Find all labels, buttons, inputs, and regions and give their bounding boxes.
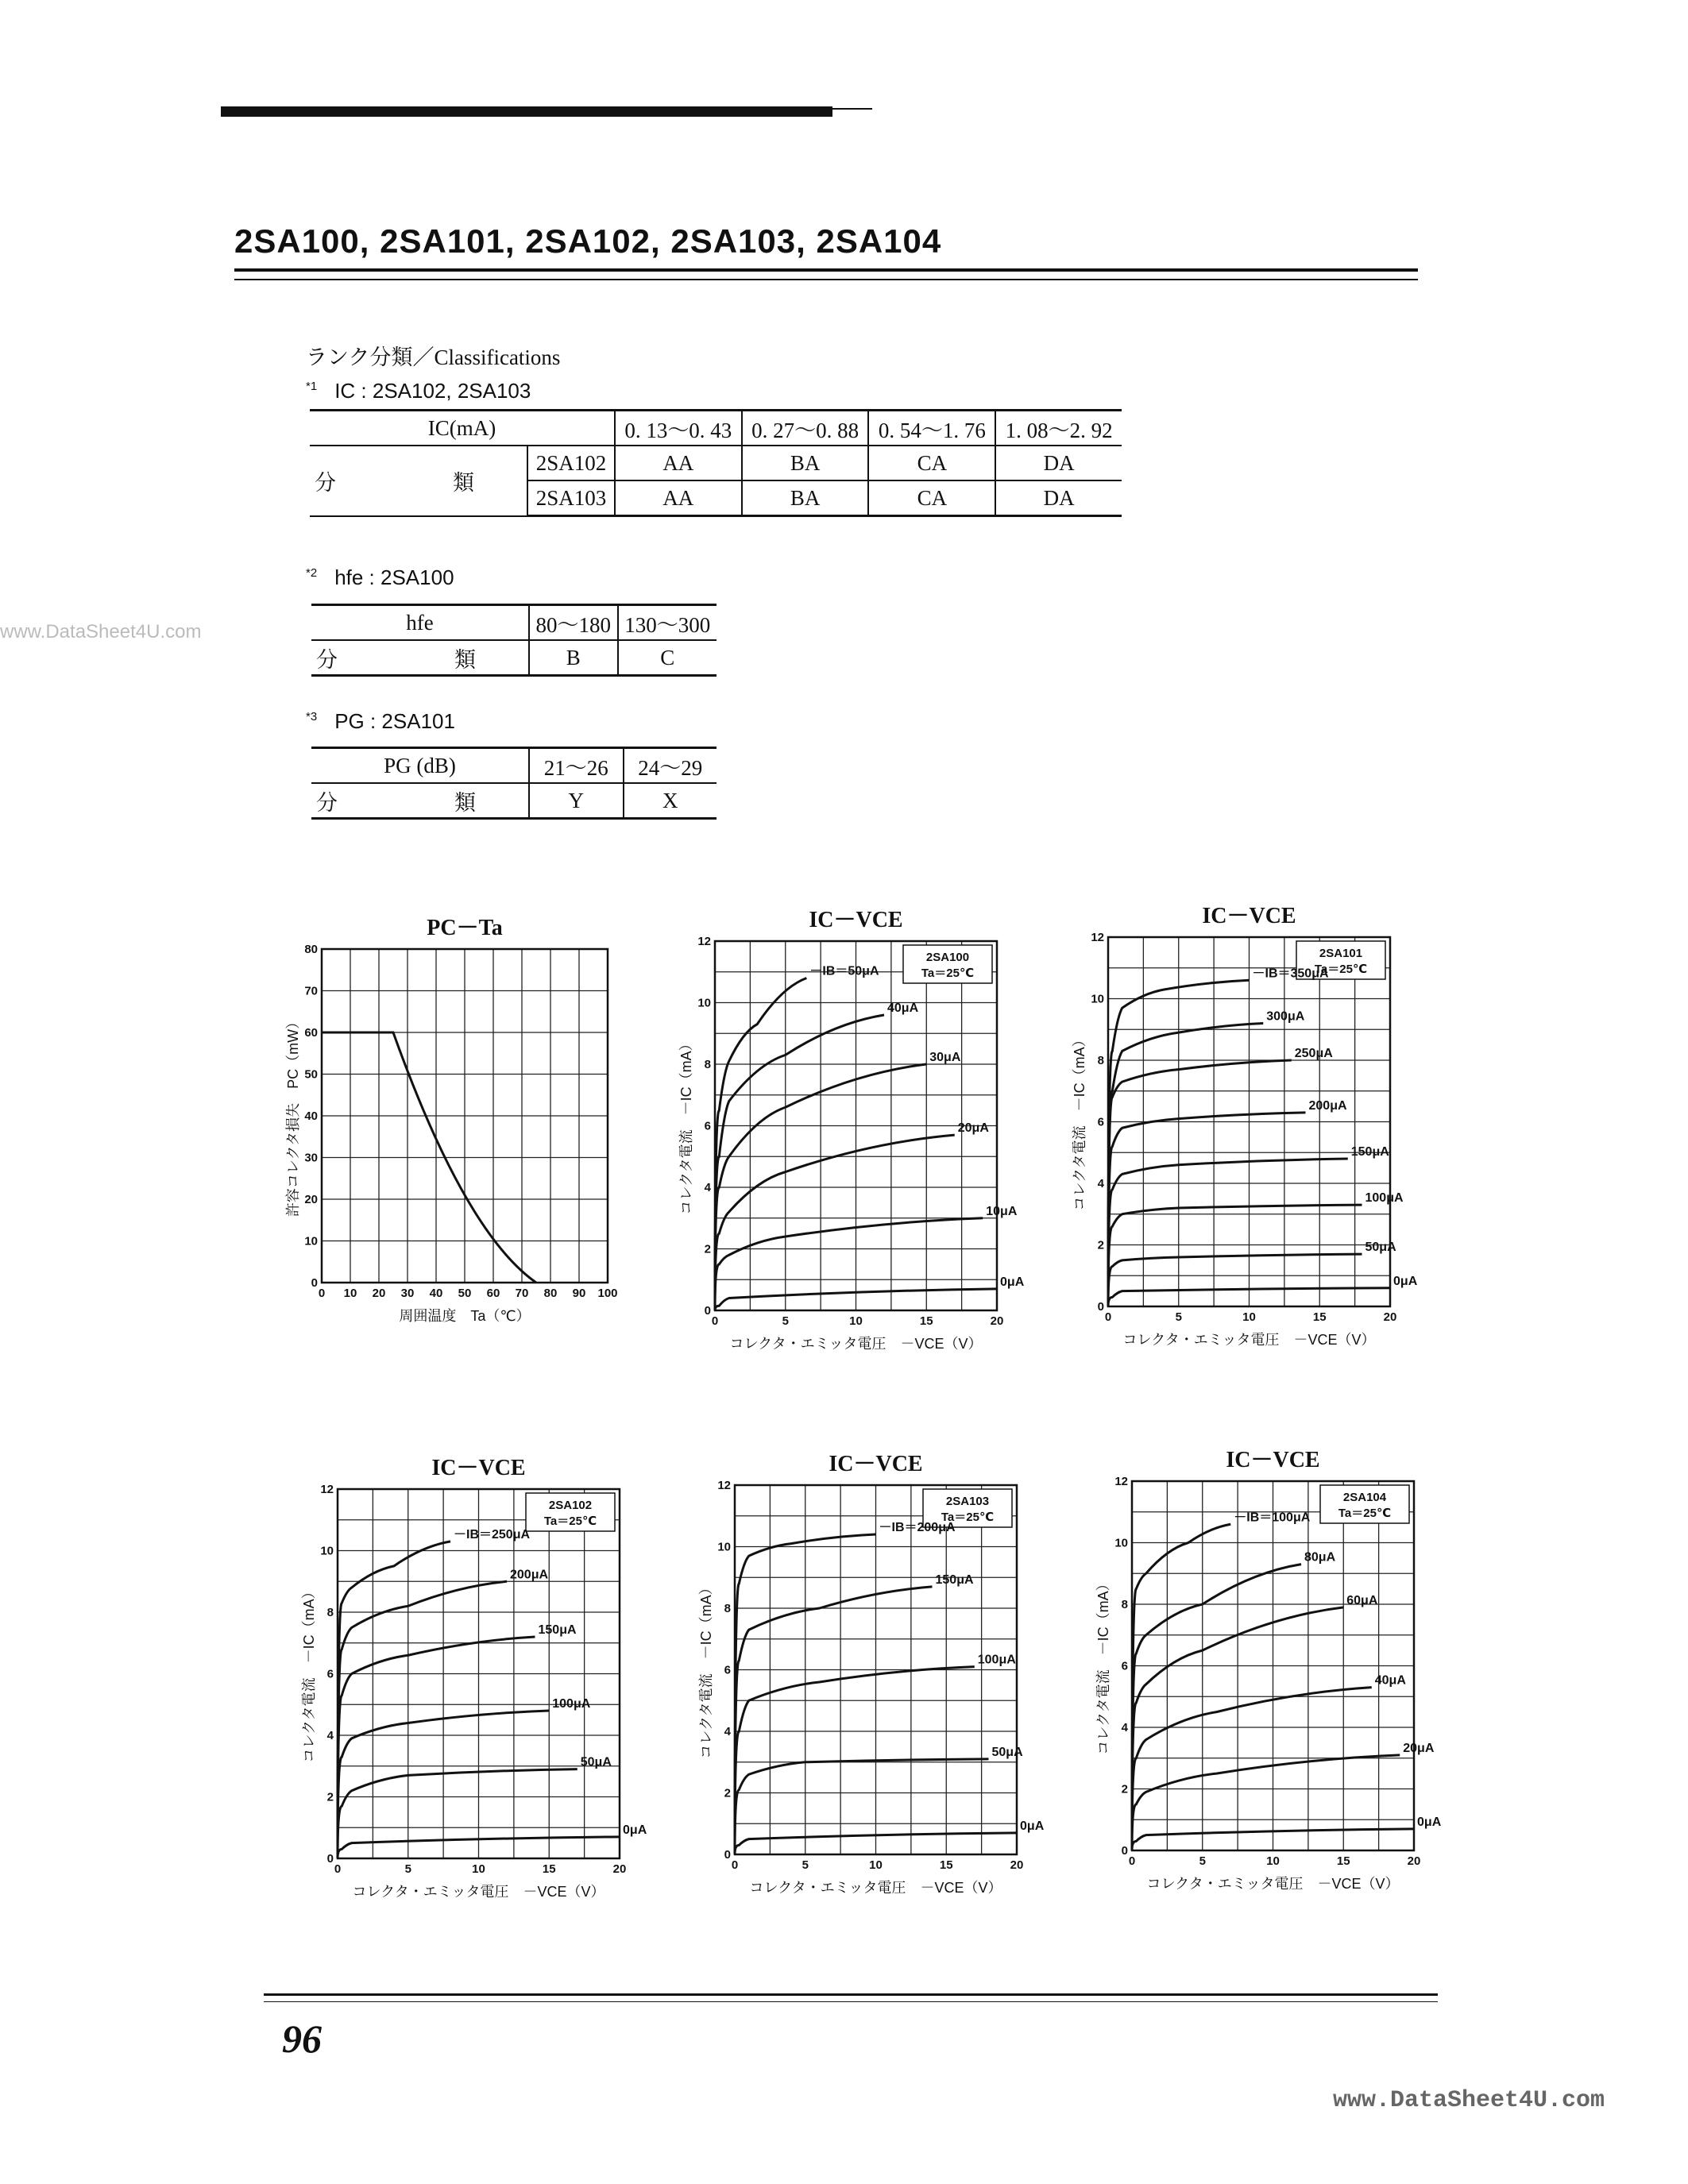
- x-tick-label: 20: [1407, 1854, 1421, 1868]
- series-label: 20μA: [1403, 1741, 1435, 1755]
- info-box-condition: Ta＝25℃: [543, 1515, 597, 1528]
- note-text: PG : 2SA101: [334, 709, 455, 733]
- y-tick-label: 6: [326, 1667, 334, 1681]
- y-tick-label: 2: [1097, 1238, 1104, 1252]
- series-label: 0μA: [1020, 1819, 1045, 1833]
- x-tick-label: 100: [597, 1287, 618, 1300]
- series-label: 50μA: [580, 1755, 612, 1769]
- chart-title: IC－VCE: [809, 908, 903, 932]
- x-tick-label: 80: [543, 1287, 558, 1300]
- series-label: 40μA: [887, 1001, 919, 1015]
- page-number: 96: [282, 2016, 322, 2061]
- table-cell: Y: [529, 783, 624, 819]
- x-tick-label: 20: [990, 1314, 1004, 1328]
- table-cell: CA: [868, 446, 995, 480]
- series-line: [715, 1015, 884, 1310]
- series-label: 20μA: [957, 1121, 989, 1136]
- ic-vce-2sa102-chart: [301, 1449, 647, 1926]
- y-tick-label: 40: [304, 1109, 318, 1123]
- series-label: 0μA: [623, 1823, 647, 1837]
- info-box-condition: Ta＝25℃: [921, 967, 975, 980]
- x-axis-label: コレクタ・エミッタ電圧 －VCE（V）: [749, 1880, 1002, 1896]
- note-text: hfe : 2SA100: [334, 565, 454, 589]
- series-line: [1108, 1254, 1362, 1306]
- y-tick-label: 0: [1097, 1300, 1104, 1314]
- y-tick-label: 10: [1091, 992, 1104, 1006]
- y-tick-label: 6: [704, 1119, 711, 1133]
- y-tick-label: 12: [1114, 1475, 1128, 1488]
- x-tick-label: 0: [334, 1862, 342, 1876]
- series-label: 250μA: [1294, 1047, 1333, 1060]
- y-tick-label: 0: [311, 1276, 318, 1290]
- x-tick-label: 15: [1336, 1854, 1350, 1868]
- pc-ta-chart: [286, 905, 628, 1374]
- x-tick-label: 0: [1104, 1310, 1112, 1324]
- y-tick-label: 50: [304, 1067, 318, 1082]
- header-top-rule: [221, 106, 832, 117]
- y-tick-label: 10: [717, 1540, 731, 1554]
- series-line: [735, 1759, 989, 1854]
- watermark-bottom: www.DataSheet4U.com: [1332, 2087, 1605, 2114]
- info-box-condition: Ta＝25℃: [1314, 963, 1368, 976]
- x-axis-label: コレクタ・エミッタ電圧 －VCE（V）: [1146, 1876, 1400, 1892]
- y-tick-label: 8: [704, 1058, 711, 1071]
- y-axis-label: コレクタ電流 －IC（mA）: [1072, 1032, 1087, 1211]
- x-tick-label: 0: [711, 1314, 719, 1328]
- x-tick-label: 15: [1312, 1310, 1327, 1324]
- x-tick-label: 0: [731, 1858, 739, 1872]
- chart-title: IC－VCE: [829, 1452, 923, 1476]
- footer-rule-thin: [264, 2001, 1438, 2002]
- table-cell: C: [618, 640, 717, 676]
- x-tick-label: 20: [1383, 1310, 1397, 1324]
- series-line: [338, 1769, 577, 1858]
- x-tick-label: 0: [1128, 1854, 1136, 1868]
- series-label: 150μA: [1350, 1145, 1389, 1159]
- y-tick-label: 30: [304, 1151, 318, 1165]
- series-label: 300μA: [1266, 1009, 1305, 1024]
- series-line: [715, 978, 806, 1311]
- range-cell: 130～300: [618, 605, 717, 641]
- note-marker: *1: [306, 380, 318, 394]
- table-cell: X: [624, 783, 717, 819]
- series-line: [1108, 1159, 1348, 1306]
- x-tick-label: 15: [919, 1314, 933, 1328]
- series-label: 10μA: [986, 1204, 1018, 1218]
- series-label: 100μA: [977, 1653, 1016, 1667]
- series-label: －IB＝200μA: [879, 1521, 956, 1534]
- info-box-model: 2SA100: [925, 951, 970, 964]
- range-cell: 0. 54～1. 76: [868, 411, 995, 446]
- ic-table-note: [306, 379, 531, 403]
- y-tick-label: 6: [1121, 1659, 1128, 1673]
- ic-vce-2sa103-chart: [698, 1445, 1045, 1922]
- table-cell: B: [529, 640, 618, 676]
- x-tick-label: 10: [869, 1858, 883, 1872]
- y-tick-label: 0: [724, 1848, 731, 1862]
- y-tick-label: 0: [704, 1304, 711, 1318]
- table-cell: CA: [868, 480, 995, 516]
- y-tick-label: 8: [326, 1606, 334, 1619]
- y-tick-label: 2: [326, 1790, 334, 1804]
- row-name: 2SA103: [527, 480, 615, 516]
- note-marker: *2: [306, 566, 318, 581]
- y-tick-label: 10: [304, 1234, 318, 1248]
- y-tick-label: 12: [717, 1479, 731, 1492]
- y-tick-label: 0: [1121, 1844, 1128, 1858]
- row-name: 2SA102: [527, 446, 615, 480]
- y-tick-label: 6: [724, 1663, 731, 1677]
- x-tick-label: 15: [542, 1862, 556, 1876]
- ic-classification-table: [310, 409, 1122, 517]
- x-tick-label: 30: [400, 1287, 415, 1300]
- y-tick-label: 4: [704, 1181, 711, 1194]
- info-box-condition: Ta＝25℃: [1338, 1507, 1392, 1520]
- x-tick-label: 20: [1010, 1858, 1024, 1872]
- x-tick-label: 15: [939, 1858, 953, 1872]
- series-label: －IB＝50μA: [809, 964, 879, 978]
- x-tick-label: 0: [318, 1287, 326, 1300]
- header-top-rule-thin: [832, 108, 872, 110]
- info-box-model: 2SA101: [1319, 947, 1363, 960]
- x-axis-label: コレクタ・エミッタ電圧 －VCE（V）: [729, 1336, 983, 1352]
- x-tick-label: 10: [1266, 1854, 1280, 1868]
- series-label: －IB＝100μA: [1234, 1511, 1311, 1525]
- series-label: 0μA: [1000, 1275, 1025, 1289]
- x-tick-label: 5: [1175, 1310, 1182, 1324]
- x-tick-label: 10: [472, 1862, 485, 1876]
- x-tick-label: 10: [343, 1287, 357, 1300]
- y-tick-label: 2: [724, 1786, 731, 1800]
- y-tick-label: 4: [724, 1725, 731, 1738]
- table-header-label: hfe: [311, 605, 529, 641]
- series-label: 30μA: [929, 1051, 961, 1064]
- series-label: 50μA: [1365, 1241, 1396, 1255]
- y-tick-label: 12: [1091, 931, 1104, 944]
- series-label: 50μA: [991, 1745, 1023, 1759]
- x-tick-label: 5: [802, 1858, 809, 1872]
- series-line: [338, 1637, 535, 1858]
- classifications-heading: ランク分類／Classifications: [306, 345, 561, 369]
- chart-title: PC－Ta: [427, 916, 503, 940]
- range-cell: 0. 13～0. 43: [615, 411, 742, 446]
- y-tick-label: 8: [1097, 1054, 1104, 1067]
- table-cell: BA: [742, 480, 869, 516]
- footer-rule: [264, 1993, 1438, 1996]
- x-tick-label: 50: [458, 1287, 472, 1300]
- series-label: 100μA: [552, 1697, 591, 1711]
- x-tick-label: 20: [612, 1862, 627, 1876]
- ic-vce-2sa100-chart: [678, 901, 1025, 1378]
- series-label: 200μA: [1308, 1098, 1347, 1113]
- info-box-model: 2SA104: [1342, 1491, 1387, 1504]
- pg-classification-table: [311, 747, 717, 820]
- series-line: [1132, 1755, 1400, 1850]
- group-label: 分 類: [311, 783, 529, 819]
- y-tick-label: 0: [326, 1852, 334, 1866]
- x-tick-label: 10: [849, 1314, 863, 1328]
- x-axis-label: コレクタ・エミッタ電圧 －VCE（V）: [352, 1884, 605, 1900]
- chart-title: IC－VCE: [1202, 904, 1296, 928]
- x-tick-label: 90: [572, 1287, 586, 1300]
- series-label: 40μA: [1374, 1673, 1406, 1688]
- table-header-label: IC(mA): [310, 411, 615, 446]
- table-cell: BA: [742, 446, 869, 480]
- y-tick-label: 80: [304, 943, 318, 956]
- series-label: 60μA: [1346, 1593, 1378, 1607]
- table-cell: AA: [615, 446, 742, 480]
- x-tick-label: 20: [372, 1287, 386, 1300]
- range-cell: 1. 08～2. 92: [995, 411, 1122, 446]
- y-tick-label: 20: [304, 1193, 318, 1206]
- x-tick-label: 40: [429, 1287, 443, 1300]
- y-tick-label: 10: [320, 1544, 334, 1558]
- x-tick-label: 10: [1242, 1310, 1256, 1324]
- ic-vce-2sa104-chart: [1095, 1441, 1442, 1918]
- y-tick-label: 4: [326, 1729, 334, 1742]
- series-line: [338, 1542, 450, 1858]
- group-label: 分 類: [311, 640, 529, 676]
- y-tick-label: 4: [1121, 1721, 1128, 1734]
- info-box-condition: Ta＝25℃: [941, 1511, 995, 1524]
- group-label: 分 類: [310, 446, 527, 516]
- note-text: IC : 2SA102, 2SA103: [334, 379, 531, 403]
- series-label: 80μA: [1304, 1550, 1336, 1565]
- y-tick-label: 12: [697, 935, 711, 948]
- series-label: 200μA: [510, 1568, 549, 1582]
- x-tick-label: 5: [782, 1314, 789, 1328]
- series-label: 0μA: [1393, 1274, 1418, 1288]
- x-axis-label: コレクタ・エミッタ電圧 －VCE（V）: [1122, 1332, 1376, 1348]
- series-line: [1132, 1565, 1301, 1850]
- title-underline-thin: [234, 279, 1418, 280]
- y-axis-label: コレクタ電流 －IC（mA）: [698, 1580, 714, 1759]
- y-tick-label: 12: [320, 1483, 334, 1496]
- table-header-label: PG (dB): [311, 748, 529, 784]
- range-cell: 21～26: [529, 748, 624, 784]
- hfe-table-note: [306, 565, 454, 590]
- series-label: －IB＝250μA: [454, 1527, 531, 1542]
- y-axis-label: コレクタ電流 －IC（mA）: [1095, 1576, 1111, 1755]
- y-tick-label: 8: [1121, 1598, 1128, 1611]
- x-tick-label: 5: [404, 1862, 411, 1876]
- hfe-classification-table: [311, 604, 717, 677]
- y-axis-label: コレクタ電流 －IC（mA）: [678, 1036, 694, 1215]
- x-tick-label: 5: [1199, 1854, 1206, 1868]
- note-marker: *3: [306, 710, 318, 724]
- info-box-model: 2SA102: [548, 1499, 593, 1512]
- x-tick-label: 70: [515, 1287, 529, 1300]
- series-label: 150μA: [538, 1623, 577, 1637]
- x-axis-label: 周囲温度 Ta（℃）: [399, 1308, 531, 1324]
- y-tick-label: 2: [704, 1242, 711, 1256]
- series-label: 150μA: [935, 1572, 974, 1587]
- table-cell: AA: [615, 480, 742, 516]
- x-tick-label: 60: [486, 1287, 500, 1300]
- range-cell: 0. 27～0. 88: [742, 411, 869, 446]
- y-axis-label: コレクタ電流 －IC（mA）: [301, 1584, 317, 1763]
- y-tick-label: 70: [304, 984, 318, 998]
- y-tick-label: 6: [1097, 1115, 1104, 1129]
- y-tick-label: 4: [1097, 1177, 1104, 1190]
- y-axis-label: 許容コレクタ損失 PC（mW）: [285, 1014, 301, 1217]
- title-underline: [234, 268, 1418, 272]
- y-tick-label: 10: [1114, 1536, 1128, 1550]
- watermark-left: www.DataSheet4U.com: [0, 621, 202, 642]
- pg-table-note: [306, 709, 455, 734]
- series-line: [1108, 1113, 1306, 1306]
- ic-vce-2sa101-chart: [1072, 897, 1418, 1374]
- y-tick-label: 10: [697, 996, 711, 1010]
- series-line: [735, 1587, 933, 1854]
- series-label: 100μA: [1365, 1191, 1404, 1206]
- table-cell: DA: [995, 446, 1122, 480]
- page-title: 2SA100, 2SA101, 2SA102, 2SA103, 2SA104: [234, 222, 942, 260]
- chart-title: IC－VCE: [1226, 1448, 1320, 1472]
- info-box-model: 2SA103: [945, 1495, 990, 1508]
- range-cell: 24～29: [624, 748, 717, 784]
- series-label: 0μA: [1417, 1815, 1442, 1829]
- y-tick-label: 2: [1121, 1782, 1128, 1796]
- y-tick-label: 60: [304, 1026, 318, 1040]
- y-tick-label: 8: [724, 1602, 731, 1615]
- table-cell: DA: [995, 480, 1122, 516]
- range-cell: 80～180: [529, 605, 618, 641]
- series-label: －IB＝350μA: [1252, 967, 1329, 981]
- chart-title: IC－VCE: [431, 1456, 526, 1480]
